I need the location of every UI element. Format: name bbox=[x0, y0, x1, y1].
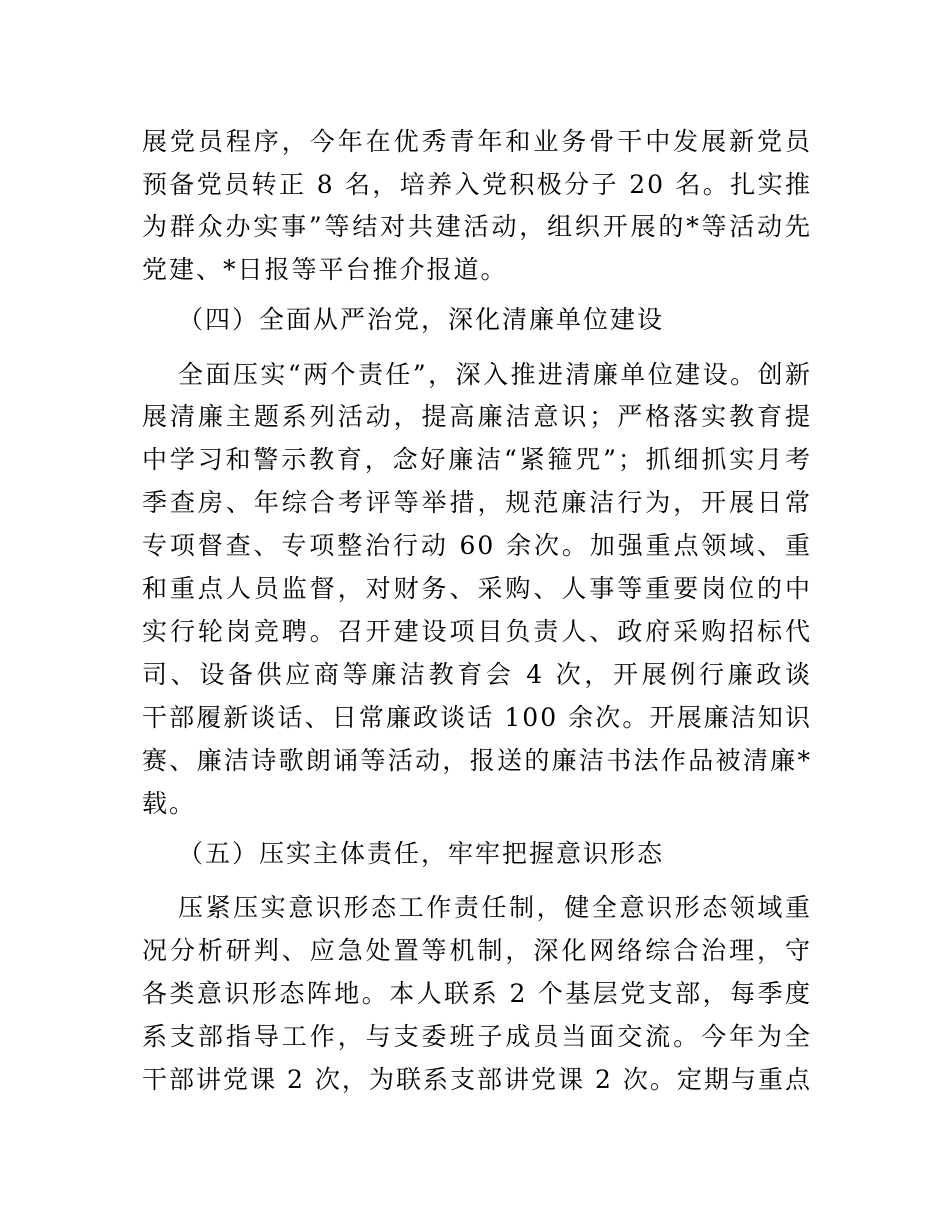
paragraph-1-line-3: 为群众办实事”等结对共建活动，组织开展的*等活动先 bbox=[142, 212, 812, 241]
paragraph-2-line-3: 中学习和警示教育，念好廉洁“紧箍咒”；抓细抓实月考 bbox=[142, 445, 812, 474]
paragraph-3-line-4: 系支部指导工作，与支委班子成员当面交流。今年为全 bbox=[142, 1022, 812, 1051]
paragraph-3-line-3: 各类意识形态阵地。本人联系 2 个基层党支部，每季度 bbox=[142, 979, 812, 1008]
paragraph-3-line-1: 压紧压实意识形态工作责任制，健全意识形态领域重 bbox=[178, 893, 812, 922]
paragraph-2-line-5: 专项督查、专项整治行动 60 余次。加强重点领域、重 bbox=[142, 531, 812, 560]
paragraph-1-line-1: 展党员程序，今年在优秀青年和业务骨干中发展新党员 bbox=[142, 127, 812, 156]
paragraph-2-line-1: 全面压实“两个责任”，深入推进清廉单位建设。创新 bbox=[178, 360, 812, 389]
paragraph-2-line-4: 季查房、年综合考评等举措，规范廉洁行为，开展日常 bbox=[142, 488, 812, 517]
section-heading-4: （四）全面从严治党，深化清廉单位建设 bbox=[178, 305, 665, 334]
paragraph-1-line-2: 预备党员转正 8 名，培养入党积极分子 20 名。扎实推 bbox=[142, 170, 812, 199]
paragraph-2-line-10: 赛、廉洁诗歌朗诵等活动，报送的廉洁书法作品被清廉* bbox=[142, 746, 812, 775]
paragraph-2-line-9: 干部履新谈话、日常廉政谈话 100 余次。开展廉洁知识 bbox=[142, 703, 812, 732]
section-heading-5: （五）压实主体责任，牢牢把握意识形态 bbox=[178, 839, 665, 868]
paragraph-1-line-4: 党建、*日报等平台推介报道。 bbox=[142, 255, 508, 284]
paragraph-2-line-6: 和重点人员监督，对财务、采购、人事等重要岗位的中 bbox=[142, 574, 812, 603]
paragraph-2-line-11: 载。 bbox=[142, 789, 197, 818]
paragraph-3-line-2: 况分析研判、应急处置等机制，深化网络综合治理，守 bbox=[142, 936, 812, 965]
paragraph-2-line-8: 司、设备供应商等廉洁教育会 4 次，开展例行廉政谈 bbox=[142, 660, 812, 689]
paragraph-2-line-2: 展清廉主题系列活动，提高廉洁意识；严格落实教育提 bbox=[142, 402, 812, 431]
paragraph-2-line-7: 实行轮岗竞聘。召开建设项目负责人、政府采购招标代 bbox=[142, 617, 812, 646]
paragraph-3-line-5: 干部讲党课 2 次，为联系支部讲党课 2 次。定期与重点 bbox=[142, 1065, 812, 1094]
